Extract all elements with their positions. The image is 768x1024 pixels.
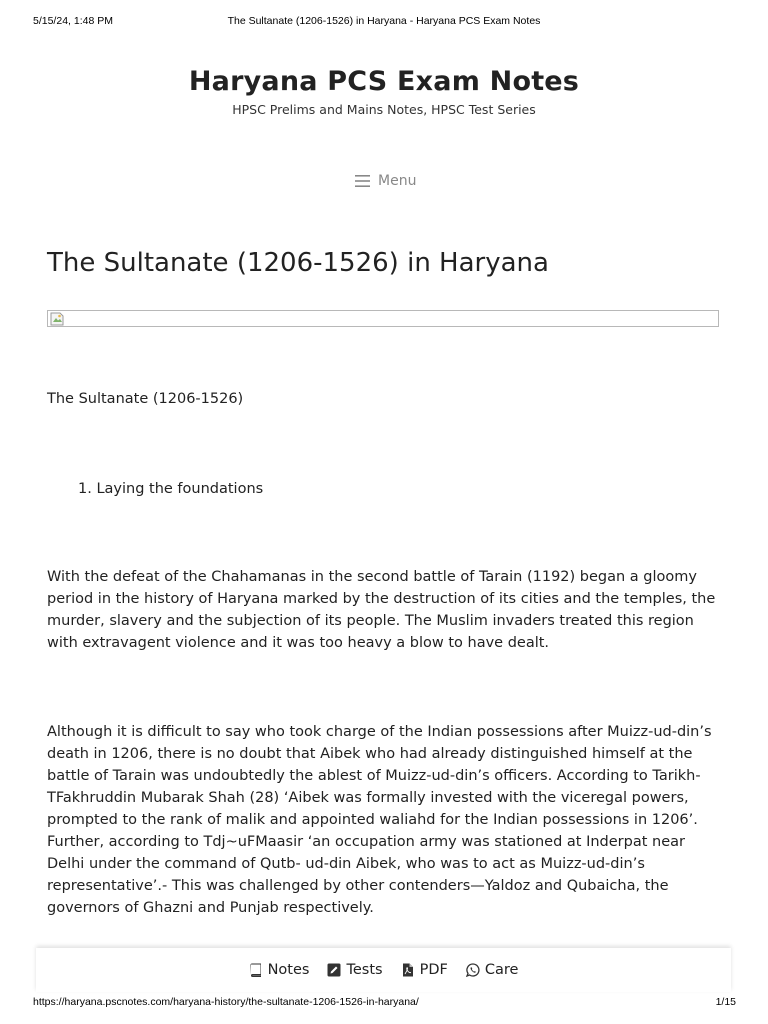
nav-pdf-button[interactable] xyxy=(401,962,448,978)
print-footer xyxy=(0,996,768,1012)
paragraph-text: Although it is difficult to say who took charge of the Indian possessions after Muizz-ud-din’s death in 1206, there is no doubt that Aibek who had already distinguished himself at the battle of Tarain was undoubtedly the ablest of Muizz-ud-din’s officers. According to Tarikh-TFakhruddin Mubarak Shah (28) ‘Aibek was formally invested with the viceregal powers, prompted to the rank of malik and appointed waliahd for the Indian possessions in 1206’. Further, according to Tdj~uFMaasir ‘an occupation army was stationed at Inderpat near Delhi under the command of Qutb- ud-din Aibek, who was to act as Muizz-ud-din’s representative’.- This was challenged by other contenders—Yaldoz and Qubaicha, the governors of Ghazni and Punjab respectively. xyxy=(47,724,712,916)
site-tagline: HPSC Prelims and Mains Notes, HPSC Test Series xyxy=(232,102,536,117)
nav-notes-button[interactable] xyxy=(249,962,310,978)
site-title[interactable]: Haryana PCS Exam Notes xyxy=(188,66,580,97)
nav-tests-button[interactable] xyxy=(327,962,382,978)
article-subtitle xyxy=(47,388,722,410)
menu-toggle-button[interactable] xyxy=(355,171,416,191)
nav-pdf-label: PDF xyxy=(419,962,448,978)
featured-image xyxy=(47,310,719,327)
nav-care-button[interactable] xyxy=(466,962,519,978)
whatsapp-icon xyxy=(466,963,480,977)
article-paragraph-1 xyxy=(47,566,722,654)
bottom-nav-bar xyxy=(36,948,731,992)
article-title: The Sultanate (1206-1526) in Haryana xyxy=(47,248,549,278)
hamburger-icon xyxy=(355,175,370,187)
nav-tests-label: Tests xyxy=(346,962,383,978)
paragraph-text: With the defeat of the Chahamanas in the second battle of Tarain (1192) began a gloomy period in the history of Haryana marked by the destruction of its cities and the temples, the murder, slavery and the subjection of its people. The Muslim invaders treated this region with extravagent violence and it was too heavy a blow to have dealt. xyxy=(47,569,716,651)
list-item: 1. Laying the foundations xyxy=(78,481,264,497)
print-doc-title: The Sultanate (1206-1526) in Haryana - Haryana PCS Exam Notes xyxy=(227,15,541,27)
edit-square-icon xyxy=(327,963,341,977)
print-page-number: 1/15 xyxy=(715,996,736,1008)
menu-label: Menu xyxy=(378,173,417,189)
print-header xyxy=(0,15,768,31)
print-url: https://haryana.pscnotes.com/haryana-history/the-sultanate-1206-1526-in-haryana/ xyxy=(33,996,419,1008)
book-icon xyxy=(249,963,263,977)
nav-notes-label: Notes xyxy=(267,962,310,978)
print-datetime: 5/15/24, 1:48 PM xyxy=(33,15,113,27)
article-list xyxy=(78,478,753,500)
pdf-file-icon xyxy=(401,963,415,977)
broken-image-icon xyxy=(50,312,64,326)
article-subtitle-text: The Sultanate (1206-1526) xyxy=(47,391,244,407)
article-paragraph-2 xyxy=(47,721,722,919)
nav-care-label: Care xyxy=(484,962,519,978)
